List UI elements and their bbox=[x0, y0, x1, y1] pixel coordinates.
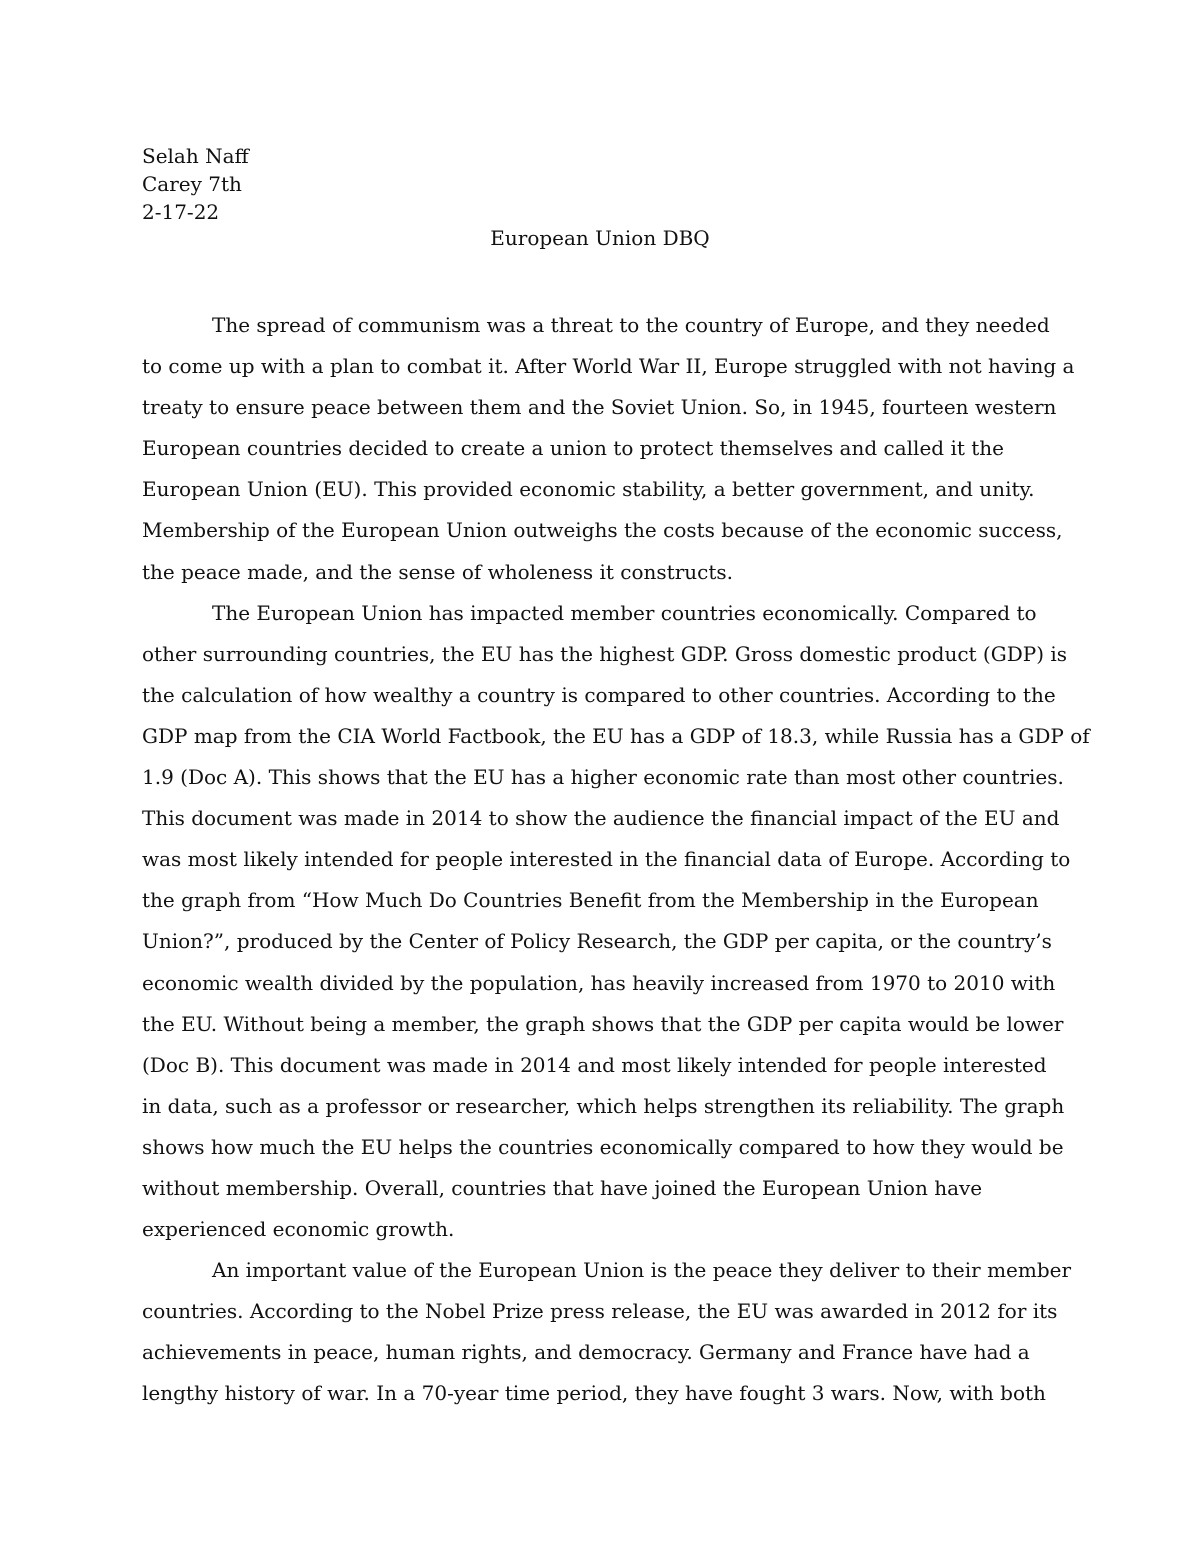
essay-paragraph bbox=[142, 1250, 1072, 1414]
paragraph-line: other surrounding countries, the EU has the highest GDP. Gross domestic product (GDP) is bbox=[142, 641, 1068, 666]
paragraph-line: shows how much the EU helps the countries economically compared to how they would be bbox=[142, 1134, 1064, 1159]
paragraph-line: the EU. Without being a member, the graph shows that the GDP per capita would be lower bbox=[142, 1011, 1064, 1036]
paragraph-line: European Union (EU). This provided economic stability, a better government, and unity. bbox=[142, 477, 1035, 502]
paragraph-line: Membership of the European Union outweighs the costs because of the economic success, bbox=[142, 518, 1063, 543]
paragraph-line: 1.9 (Doc A). This shows that the EU has a higher economic rate than most other countries. bbox=[142, 765, 1064, 790]
paragraph-line: The spread of communism was a threat to the country of Europe, and they needed bbox=[212, 313, 1050, 337]
author-name: Selah Naff bbox=[142, 144, 249, 168]
paragraph-line: treaty to ensure peace between them and the Soviet Union. So, in 1945, fourteen western bbox=[142, 395, 1057, 420]
paragraph-line: to come up with a plan to combat it. After World War II, Europe struggled with not having a bbox=[142, 354, 1075, 379]
paragraph-line: This document was made in 2014 to show the audience the financial impact of the EU and bbox=[142, 806, 1060, 831]
paragraph-line: achievements in peace, human rights, and democracy. Germany and France have had a bbox=[142, 1340, 1030, 1365]
paragraph-line: the graph from “How Much Do Countries Benefit from the Membership in the European bbox=[142, 888, 1039, 913]
paragraph-line: countries. According to the Nobel Prize press release, the EU was awarded in 2012 for its bbox=[142, 1299, 1058, 1324]
paragraph-line: economic wealth divided by the population, has heavily increased from 1970 to 2010 with bbox=[142, 970, 1056, 995]
paragraph-line: the calculation of how wealthy a country is compared to other countries. According to the bbox=[142, 682, 1056, 707]
paragraph-line: experienced economic growth. bbox=[142, 1217, 455, 1242]
document-header bbox=[142, 142, 249, 226]
paragraph-line: in data, such as a professor or researcher, which helps strengthen its reliability. The graph bbox=[142, 1093, 1065, 1118]
paragraph-line: (Doc B). This document was made in 2014 and most likely intended for people interested bbox=[142, 1052, 1047, 1077]
document-title: European Union DBQ bbox=[490, 226, 710, 250]
paragraph-line: the peace made, and the sense of wholeness it constructs. bbox=[142, 559, 734, 584]
paragraph-line: The European Union has impacted member countries economically. Compared to bbox=[212, 600, 1037, 625]
document-date: 2-17-22 bbox=[142, 200, 220, 224]
paragraph-line: European countries decided to create a union to protect themselves and called it the bbox=[142, 436, 1004, 461]
paragraph-line: was most likely intended for people interested in the financial data of Europe. According to bbox=[142, 847, 1071, 872]
essay-paragraph bbox=[142, 593, 1090, 1251]
paragraph-line: GDP map from the CIA World Factbook, the EU has a GDP of 18.3, while Russia has a GDP of bbox=[142, 723, 1090, 748]
essay-body bbox=[142, 305, 1090, 1415]
paragraph-line: lengthy history of war. In a 70-year time period, they have fought 3 wars. Now, with both bbox=[142, 1381, 1046, 1406]
essay-paragraph bbox=[142, 305, 1075, 593]
paragraph-line: without membership. Overall, countries that have joined the European Union have bbox=[142, 1175, 983, 1200]
class-period: Carey 7th bbox=[142, 172, 242, 196]
paragraph-line: An important value of the European Union is the peace they deliver to their member bbox=[212, 1258, 1072, 1283]
paragraph-line: Union?”, produced by the Center of Policy Research, the GDP per capita, or the country’s bbox=[142, 929, 1052, 954]
